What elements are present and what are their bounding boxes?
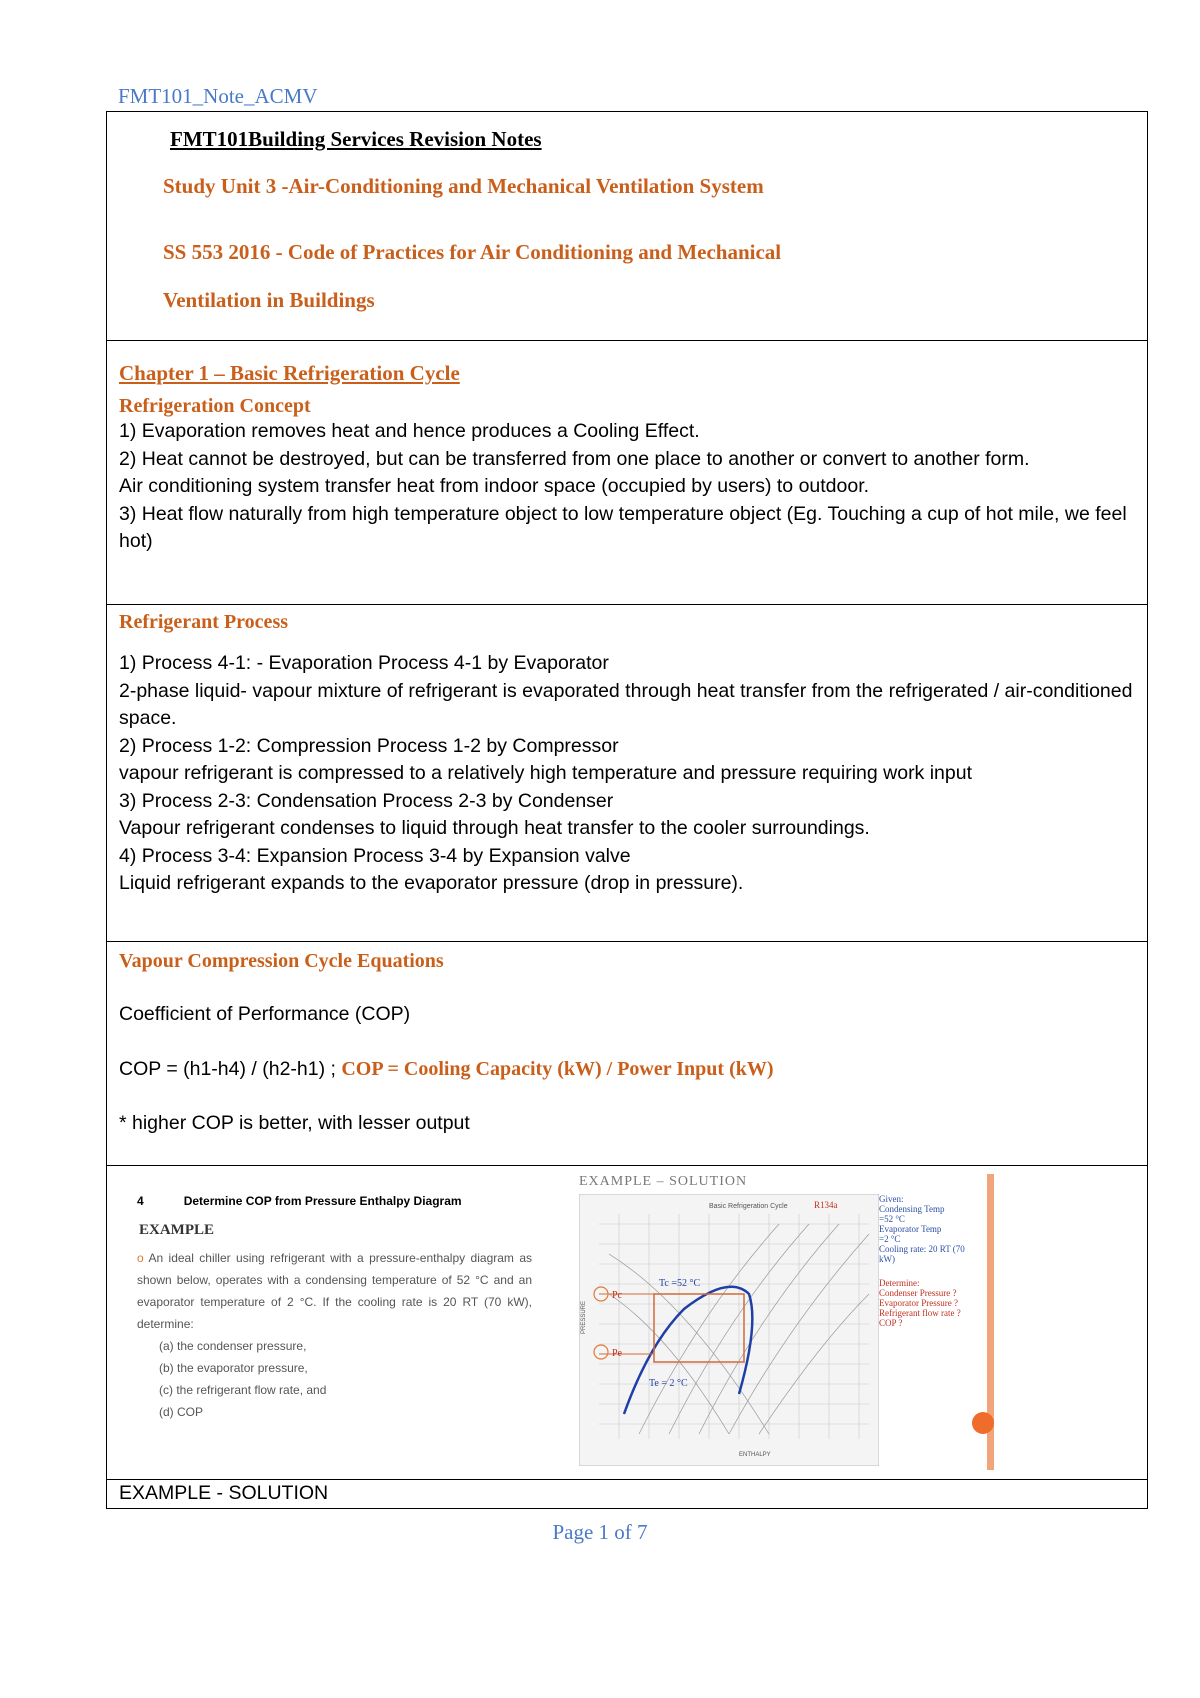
pe-label: Pe [612,1348,622,1359]
page-number: Page 1 of 7 [552,1520,648,1544]
process-line: Liquid refrigerant expands to the evaporator pressure (drop in pressure). [119,872,744,894]
process-line: 1) Process 4-1: - Evaporation Process 4-1 by Evaporator [119,652,609,674]
cop-formula-emphasis: COP = Cooling Capacity (kW) / Power Input (kW) [341,1057,774,1080]
x-axis-label: ENTHALPY [739,1452,771,1458]
process-line: Vapour refrigerant condenses to liquid through heat transfer to the cooler surroundings. [119,817,870,839]
vcc-heading: Vapour Compression Cycle Equations [119,950,444,972]
example-number: 4 [137,1194,144,1208]
standard-title-line2: Ventilation in Buildings [163,288,375,312]
determine-item: Evaporator Pressure ? [879,1298,958,1308]
vcc-equations-section [107,942,1147,1166]
process-line: vapour refrigerant is compressed to a relatively high temperature and pressure requiring work input [119,762,973,784]
tc-label: Tc =52 °C [659,1278,701,1289]
process-line: 2) Process 1-2: Compression Process 1-2 by Compressor [119,734,619,757]
running-header: FMT101_Note_ACMV [118,84,318,108]
given-item: =2 °C [879,1234,901,1244]
y-axis-label: PRESSURE [581,1300,587,1334]
notes-table [106,111,1148,1509]
process-line: 3) Process 2-3: Condensation Process 2-3 by Condenser [119,789,614,812]
process-line: 4) Process 3-4: Expansion Process 3-4 by Expansion valve [119,844,631,867]
determine-item: COP ? [879,1318,903,1328]
solution-row-text: EXAMPLE - SOLUTION [119,1482,329,1504]
pc-label: Pc [612,1290,622,1301]
given-item: Condensing Temp [879,1204,945,1214]
ph-diagram [579,1194,879,1466]
cop-label: Coefficient of Performance (COP) [119,1003,411,1025]
given-item: Given: [879,1194,904,1204]
given-list [879,1194,969,1328]
concept-point: Air conditioning system transfer heat from indoor space (occupied by users) to outdoor. [119,475,870,497]
concept-point: 3) Heat flow naturally from high temperature object to low temperature object (Eg. Touching a cup of hot mile, we feel hot) [119,502,1127,552]
refrigerant-process-section [107,605,1147,942]
example-title: Determine COP from Pressure Enthalpy Diagram [183,1194,462,1208]
process-line: 2-phase liquid- vapour mixture of refrigerant is evaporated through heat transfer from the refrigerated / air-conditioned space. [119,679,1133,729]
ph-diagram-slide [579,1174,1004,1470]
cop-note: * higher COP is better, with lesser output [119,1112,470,1134]
slide-accent-dot [972,1412,994,1434]
example-item: (c) the refrigerant flow rate, and [159,1383,327,1397]
study-unit-title: Study Unit 3 -Air-Conditioning and Mechanical Ventilation System [163,174,764,198]
example-item: (d) COP [159,1405,204,1419]
determine-item: Refrigerant flow rate ? [879,1308,961,1318]
given-item: Evaporator Temp [879,1224,942,1234]
title-block [107,112,1147,341]
example-item: (a) the condenser pressure, [159,1339,307,1353]
te-label: Te = 2 °C [649,1378,688,1389]
given-item: =52 °C [879,1214,905,1224]
determine-item: Condenser Pressure ? [879,1288,957,1298]
concept-point: 1) Evaporation removes heat and hence produces a Cooling Effect. [119,420,700,442]
example-item: (b) the evaporator pressure, [159,1361,308,1375]
solution-row [107,1480,1147,1508]
chart-title: Basic Refrigeration Cycle [709,1203,788,1210]
example-label: EXAMPLE [139,1222,214,1238]
refrigerant-label: R134a [814,1200,838,1210]
chapter1-heading: Chapter 1 – Basic Refrigeration Cycle [119,361,460,385]
cop-formula-basic: COP = (h1-h4) / (h2-h1) ; [119,1057,342,1080]
standard-title-line1: SS 553 2016 - Code of Practices for Air Conditioning and Mechanical [163,240,782,264]
solution-slide-title: EXAMPLE – SOLUTION [579,1174,748,1189]
refrigerant-process-heading: Refrigerant Process [119,611,289,633]
cop-formula [119,1056,1135,1084]
chapter1-section [107,341,1147,605]
concept-point: 2) Heat cannot be destroyed, but can be transferred from one place to another or convert to another form. [119,447,1030,470]
example-problem: o An ideal chiller using refrigerant with a pressure-enthalpy diagram as shown below, operates with a condensing temperature of 52 °C and an evaporator temperature of 2 °C. If the cooling rate is 20 RT (70 kW), determine: [137,1251,532,1331]
example-section [107,1166,1147,1480]
course-title: FMT101Building Services Revision Notes [170,127,542,151]
refrigeration-concept-heading: Refrigeration Concept [119,395,311,417]
given-item: Cooling rate: 20 RT (70 kW) [879,1244,965,1264]
determine-item: Determine: [879,1278,920,1288]
